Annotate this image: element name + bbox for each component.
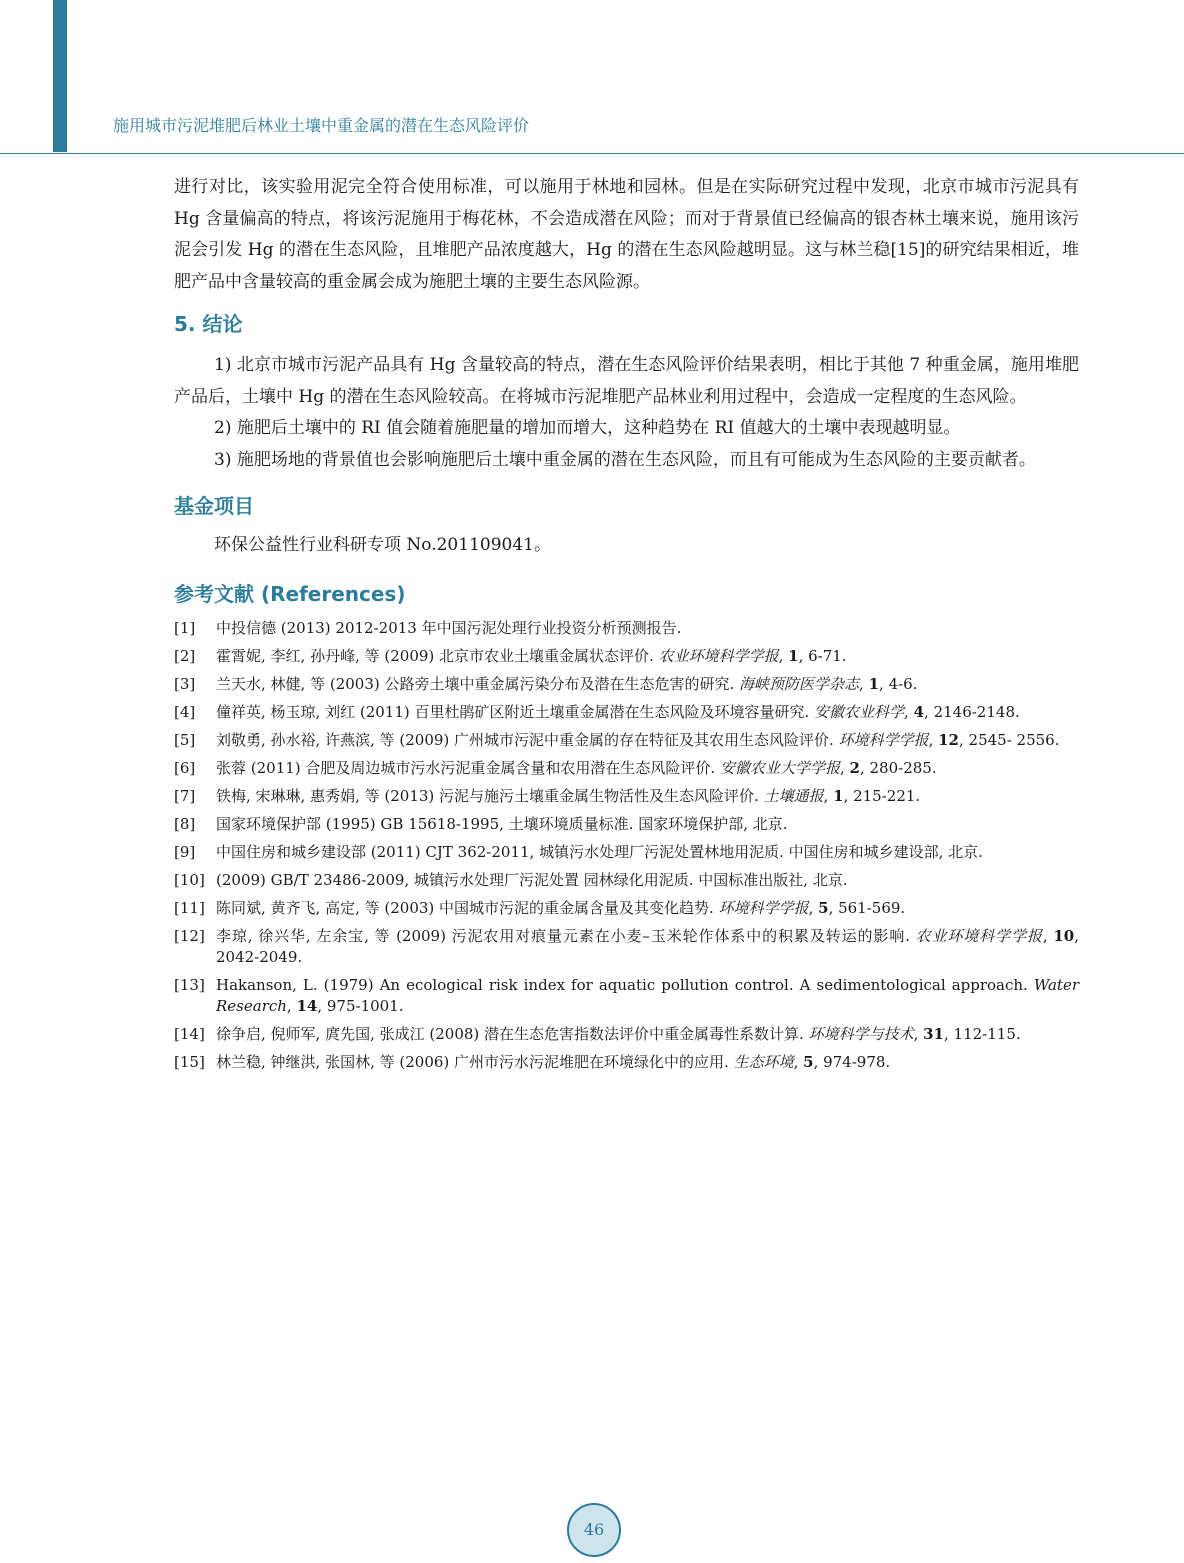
reference-volume: 5 — [803, 1052, 814, 1071]
reference-item: [2] 霍霄妮, 李红, 孙丹峰, 等 (2009) 北京市农业土壤重金属状态评价. 农业环境科学学报, 1, 6-71. — [174, 646, 847, 665]
reference-number: [2] — [174, 646, 196, 665]
conclusion-point-2: 2) 施肥后土壤中的 RI 值会随着施肥量的增加而增大，这种趋势在 RI 值越大的土壤中表现越明显。 — [214, 418, 961, 438]
reference-item: [4] 僮祥英, 杨玉琼, 刘红 (2011) 百里杜鹃矿区附近土壤重金属潜在生态风险及环境容量研究. 安徽农业科学, 4, 2146-2148. — [174, 702, 1020, 721]
header-divider — [0, 153, 1184, 154]
reference-number: [9] — [174, 842, 196, 861]
reference-number: [5] — [174, 730, 196, 749]
page-body — [174, 172, 1079, 1080]
reference-pages: , 215-221. — [843, 786, 921, 805]
reference-item: [13] Hakanson, L. (1979) An ecological risk index for aquatic pollution control. A sedimentological approach. Water Research, 14, 975-1001. — [174, 975, 1079, 1015]
reference-pages: , 2042-2049. — [216, 926, 1079, 966]
references-heading: 参考文献 (References) — [174, 581, 406, 606]
reference-number: [7] — [174, 786, 196, 805]
reference-volume: 14 — [296, 996, 318, 1015]
reference-pages: , 4-6. — [879, 674, 918, 693]
reference-citation: 林兰稳, 钟继洪, 张国林, 等 (2006) 广州市污水污泥堆肥在环境绿化中的应用. — [216, 1052, 734, 1071]
reference-journal: 安徽农业科学 — [814, 702, 905, 721]
conclusion-point-1: 1) 北京市城市污泥产品具有 Hg 含量较高的特点，潜在生态风险评价结果表明，相比于其他 7 种重金属，施用堆肥产品后，土壤中 Hg 的潜在生态风险较高。在将城市污泥堆肥产品林业利用过程中，会造成一定程度的生态风险。 — [174, 355, 1079, 407]
reference-pages: , 2146-2148. — [924, 702, 1020, 721]
reference-journal: 海峡预防医学杂志 — [739, 674, 860, 693]
reference-list — [174, 618, 1079, 1073]
reference-number: [11] — [174, 898, 205, 917]
reference-journal: 农业环境科学学报 — [658, 646, 779, 665]
reference-citation: 霍霄妮, 李红, 孙丹峰, 等 (2009) 北京市农业土壤重金属状态评价. — [216, 646, 659, 665]
reference-citation: (2009) GB/T 23486-2009, 城镇污水处理厂污泥处置 园林绿化用泥质. 中国标准出版社, 北京. — [216, 870, 848, 889]
reference-volume: 12 — [938, 730, 959, 749]
reference-citation: 李琼, 徐兴华, 左余宝, 等 (2009) 污泥农用对痕量元素在小麦–玉米轮作体系中的积累及转运的影响. — [216, 926, 916, 945]
running-header-title: 施用城市污泥堆肥后林业土壤中重金属的潜在生态风险评价 — [113, 116, 530, 135]
reference-journal: 环境科学学报 — [718, 898, 809, 917]
reference-pages: , 280-285. — [859, 758, 937, 777]
reference-number: [1] — [174, 618, 196, 637]
reference-item: [12] 李琼, 徐兴华, 左余宝, 等 (2009) 污泥农用对痕量元素在小麦–玉米轮作体系中的积累及转运的影响. 农业环境科学学报, 10, 2042-2049. — [174, 926, 1079, 966]
reference-citation: 陈同斌, 黄齐飞, 高定, 等 (2003) 中国城市污泥的重金属含量及其变化趋势. — [216, 898, 719, 917]
conclusion-point-3: 3) 施肥场地的背景值也会影响施肥后土壤中重金属的潜在生态风险，而且有可能成为生态风险的主要贡献者。 — [214, 449, 1036, 470]
reference-pages: , 6-71. — [798, 646, 847, 665]
reference-item — [174, 870, 1079, 891]
page-number: 46 — [567, 1503, 621, 1557]
reference-number: [12] — [174, 926, 205, 945]
reference-volume: 2 — [849, 758, 860, 777]
reference-citation: 兰天水, 林健, 等 (2003) 公路旁土壤中重金属污染分布及潜在生态危害的研究. — [216, 674, 740, 693]
reference-citation: Hakanson, L. (1979) An ecological risk index for aquatic pollution control. A sedimentological approach. — [216, 975, 1034, 994]
reference-journal: 土壤通报 — [763, 786, 824, 805]
reference-citation: 僮祥英, 杨玉琼, 刘红 (2011) 百里杜鹃矿区附近土壤重金属潜在生态风险及环境容量研究. — [216, 702, 815, 721]
reference-pages: , 974-978. — [813, 1052, 891, 1071]
reference-number: [14] — [174, 1024, 205, 1043]
reference-journal: 生态环境 — [733, 1052, 794, 1071]
reference-pages: , 561-569. — [828, 898, 906, 917]
conclusion-heading: 5. 结论 — [174, 312, 243, 336]
reference-citation: 中投信德 (2013) 2012-2013 年中国污泥处理行业投资分析预测报告. — [216, 618, 682, 637]
reference-citation: 国家环境保护部 (1995) GB 15618-1995, 土壤环境质量标准. 国家环境保护部, 北京. — [216, 814, 788, 833]
reference-volume: 1 — [788, 646, 799, 665]
reference-journal: Water Research — [216, 975, 1079, 1015]
reference-item — [174, 842, 1079, 863]
reference-citation: 中国住房和城乡建设部 (2011) CJT 362-2011, 城镇污水处理厂污泥处置林地用泥质. 中国住房和城乡建设部, 北京. — [216, 842, 983, 861]
reference-citation: 张蓉 (2011) 合肥及周边城市污水污泥重金属含量和农用潜在生态风险评价. — [216, 758, 720, 777]
reference-volume: 10 — [1053, 926, 1075, 945]
reference-volume: 1 — [833, 786, 844, 805]
header-accent-bar — [53, 0, 67, 152]
reference-journal: 农业环境科学学报 — [915, 926, 1043, 945]
reference-pages: , 975-1001. — [317, 996, 404, 1015]
intro-paragraph: 进行对比，该实验用泥完全符合使用标准，可以施用于林地和园林。但是在实际研究过程中发现，北京市城市污泥具有 Hg 含量偏高的特点，将该污泥施用于梅花林，不会造成潜在风险；而对于背景值已经偏高的银杏林土壤来说，施用该污泥会引发 Hg 的潜在生态风险，且堆肥产品浓度越大，Hg 的潜在生态风险越明显。这与林兰稳[15]的研究结果相近，堆肥产品中含量较高的重金属会成为施肥土壤的主要生态风险源。 — [174, 177, 1079, 292]
reference-volume: 5 — [818, 898, 829, 917]
reference-item — [174, 814, 1079, 835]
reference-pages: , 112-115. — [944, 1024, 1021, 1043]
reference-number: [15] — [174, 1052, 205, 1071]
funding-heading: 基金项目 — [174, 494, 254, 518]
reference-number: [6] — [174, 758, 196, 777]
reference-number: [10] — [174, 870, 205, 889]
reference-item — [174, 618, 1079, 639]
reference-number: [13] — [174, 975, 205, 994]
reference-number: [4] — [174, 702, 196, 721]
reference-number: [3] — [174, 674, 196, 693]
reference-volume: 31 — [923, 1024, 944, 1043]
reference-item: [15] 林兰稳, 钟继洪, 张国林, 等 (2006) 广州市污水污泥堆肥在环境绿化中的应用. 生态环境, 5, 974-978. — [174, 1052, 891, 1071]
reference-citation: 刘敬勇, 孙水裕, 许燕滨, 等 (2009) 广州城市污泥中重金属的存在特征及其农用生态风险评价. — [216, 730, 839, 749]
reference-volume: 1 — [868, 674, 880, 693]
reference-journal: 环境科学与技术 — [808, 1024, 914, 1043]
reference-item: [6] 张蓉 (2011) 合肥及周边城市污水污泥重金属含量和农用潜在生态风险评价. 安徽农业大学学报, 2, 280-285. — [174, 758, 937, 777]
reference-volume: 4 — [913, 702, 925, 721]
reference-citation: 铁梅, 宋琳琳, 惠秀娟, 等 (2013) 污泥与施污土壤重金属生物活性及生态风险评价. — [216, 786, 764, 805]
reference-item: [11] 陈同斌, 黄齐飞, 高定, 等 (2003) 中国城市污泥的重金属含量及其变化趋势. 环境科学学报, 5, 561-569. — [174, 898, 906, 917]
reference-number: [8] — [174, 814, 196, 833]
reference-journal: 环境科学学报 — [838, 730, 929, 749]
reference-item: [7] 铁梅, 宋琳琳, 惠秀娟, 等 (2013) 污泥与施污土壤重金属生物活性及生态风险评价. 土壤通报, 1, 215-221. — [174, 786, 921, 805]
funding-text: 环保公益性行业科研专项 No.201109041。 — [214, 535, 551, 555]
reference-item: [5] 刘敬勇, 孙水裕, 许燕滨, 等 (2009) 广州城市污泥中重金属的存在特征及其农用生态风险评价. 环境科学学报, 12, 2545- 2556. — [174, 730, 1060, 749]
reference-journal: 安徽农业大学学报 — [719, 758, 840, 777]
reference-item: [14] 徐争启, 倪师军, 庹先国, 张成江 (2008) 潜在生态危害指数法评价中重金属毒性系数计算. 环境科学与技术, 31, 112-115. — [174, 1024, 1021, 1043]
reference-citation: 徐争启, 倪师军, 庹先国, 张成江 (2008) 潜在生态危害指数法评价中重金属毒性系数计算. — [216, 1024, 809, 1043]
reference-pages: , 2545- 2556. — [959, 730, 1060, 749]
reference-item: [3] 兰天水, 林健, 等 (2003) 公路旁土壤中重金属污染分布及潜在生态危害的研究. 海峡预防医学杂志, 1, 4-6. — [174, 674, 918, 693]
